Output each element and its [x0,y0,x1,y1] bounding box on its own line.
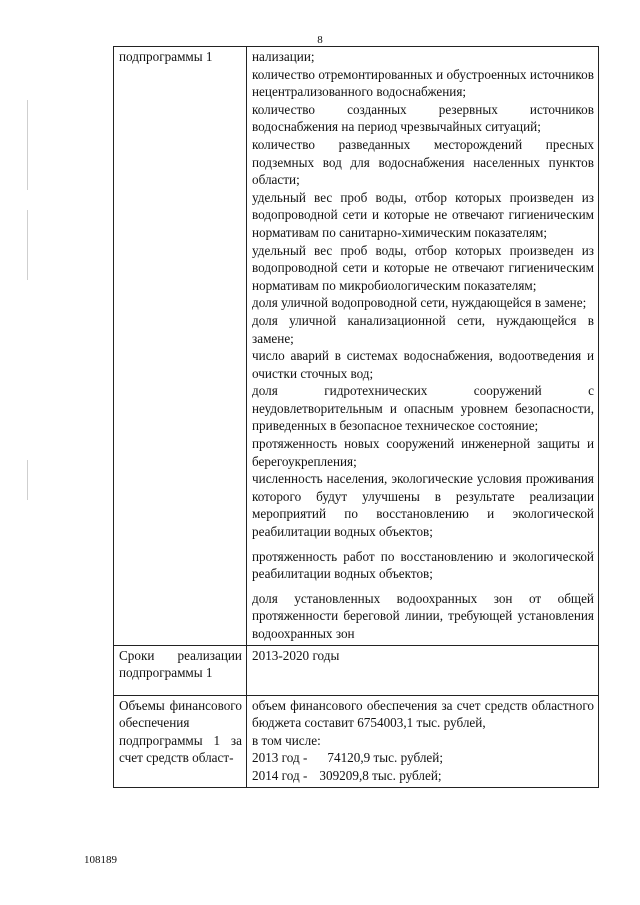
funding-year-row [252,767,594,785]
margin-mark [27,210,28,280]
indicator-item: количество созданных резервных источников водоснабжения на период чрезвычайных ситуаций; [252,101,594,135]
margin-mark [27,100,28,190]
indicator-item: количество разведанных месторождений пресных подземных вод для водоснабжения населенных пунктов области; [252,136,594,188]
program-passport-table [113,46,599,788]
funding-year-row [252,749,594,767]
year-label: 2013 год - [252,750,308,766]
indicator-item: число аварий в системах водоснабжения, водоотведения и очистки сточных вод; [252,348,594,381]
indicator-item: численность населения, экологические условия проживания которого будут улучшены в результате реализации мероприятий по восстановлению и экологической реабилитации водных объектов; [252,471,594,540]
row-label: Сроки реализации подпрограммы 1 [114,645,247,695]
indicator-item: доля гидротехнических сооружений с неудовлетворительным и опасным уровнем безопасности, приведенных в безопасное техническое состояние; [252,383,594,434]
funding-intro: объем финансового обеспечения за счет средств областного бюджета составит 6754003,1 тыс. рублей, [252,697,594,731]
year-amount: 309209,8 тыс. рублей; [319,767,442,783]
indicator-item: удельный вес проб воды, отбор которых произведен из водопроводной сети и которые не отвечают гигиеническим нормативам по микробиологическим показателям; [252,242,594,293]
year-amount: 74120,9 тыс. рублей; [327,750,443,766]
row-label: Объемы финансового обеспечения подпрограммы 1 за счет средств област- [114,695,247,787]
indicator-item: нализации; [252,49,315,64]
table-row [114,47,599,646]
margin-mark [27,460,28,500]
funding-sub: в том числе: [252,732,321,748]
indicator-item: доля уличной водопроводной сети, нуждающейся в замене; [252,295,587,311]
indicator-item: удельный вес проб воды, отбор которых произведен из водопроводной сети и которые не отвечают гигиеническим нормативам по санитарно-химическим показателям; [252,189,594,240]
indicator-item: количество отремонтированных и обустроенных источников нецентрализованного водоснабжения; [252,66,594,100]
indicator-item: протяженность работ по восстановлению и экологической реабилитации водных объектов; [252,548,594,582]
table-row [114,645,599,695]
indicators-cell [247,47,599,646]
table-row [114,695,599,787]
row-label: подпрограммы 1 [114,47,247,646]
document-code: 108189 [84,854,117,866]
page-number: 8 [317,34,323,46]
funding-cell [247,695,599,787]
period-value: 2013-2020 годы [247,645,599,695]
year-label: 2014 год - [252,767,308,783]
indicator-item: доля уличной канализационной сети, нуждающейся в замене; [252,312,594,346]
indicator-item: протяженность новых сооружений инженерной защиты и берегоукрепления; [252,436,594,469]
indicator-item: доля установленных водоохранных зон от общей протяженности береговой линии, требующей установления водоохранных зон [252,590,594,641]
